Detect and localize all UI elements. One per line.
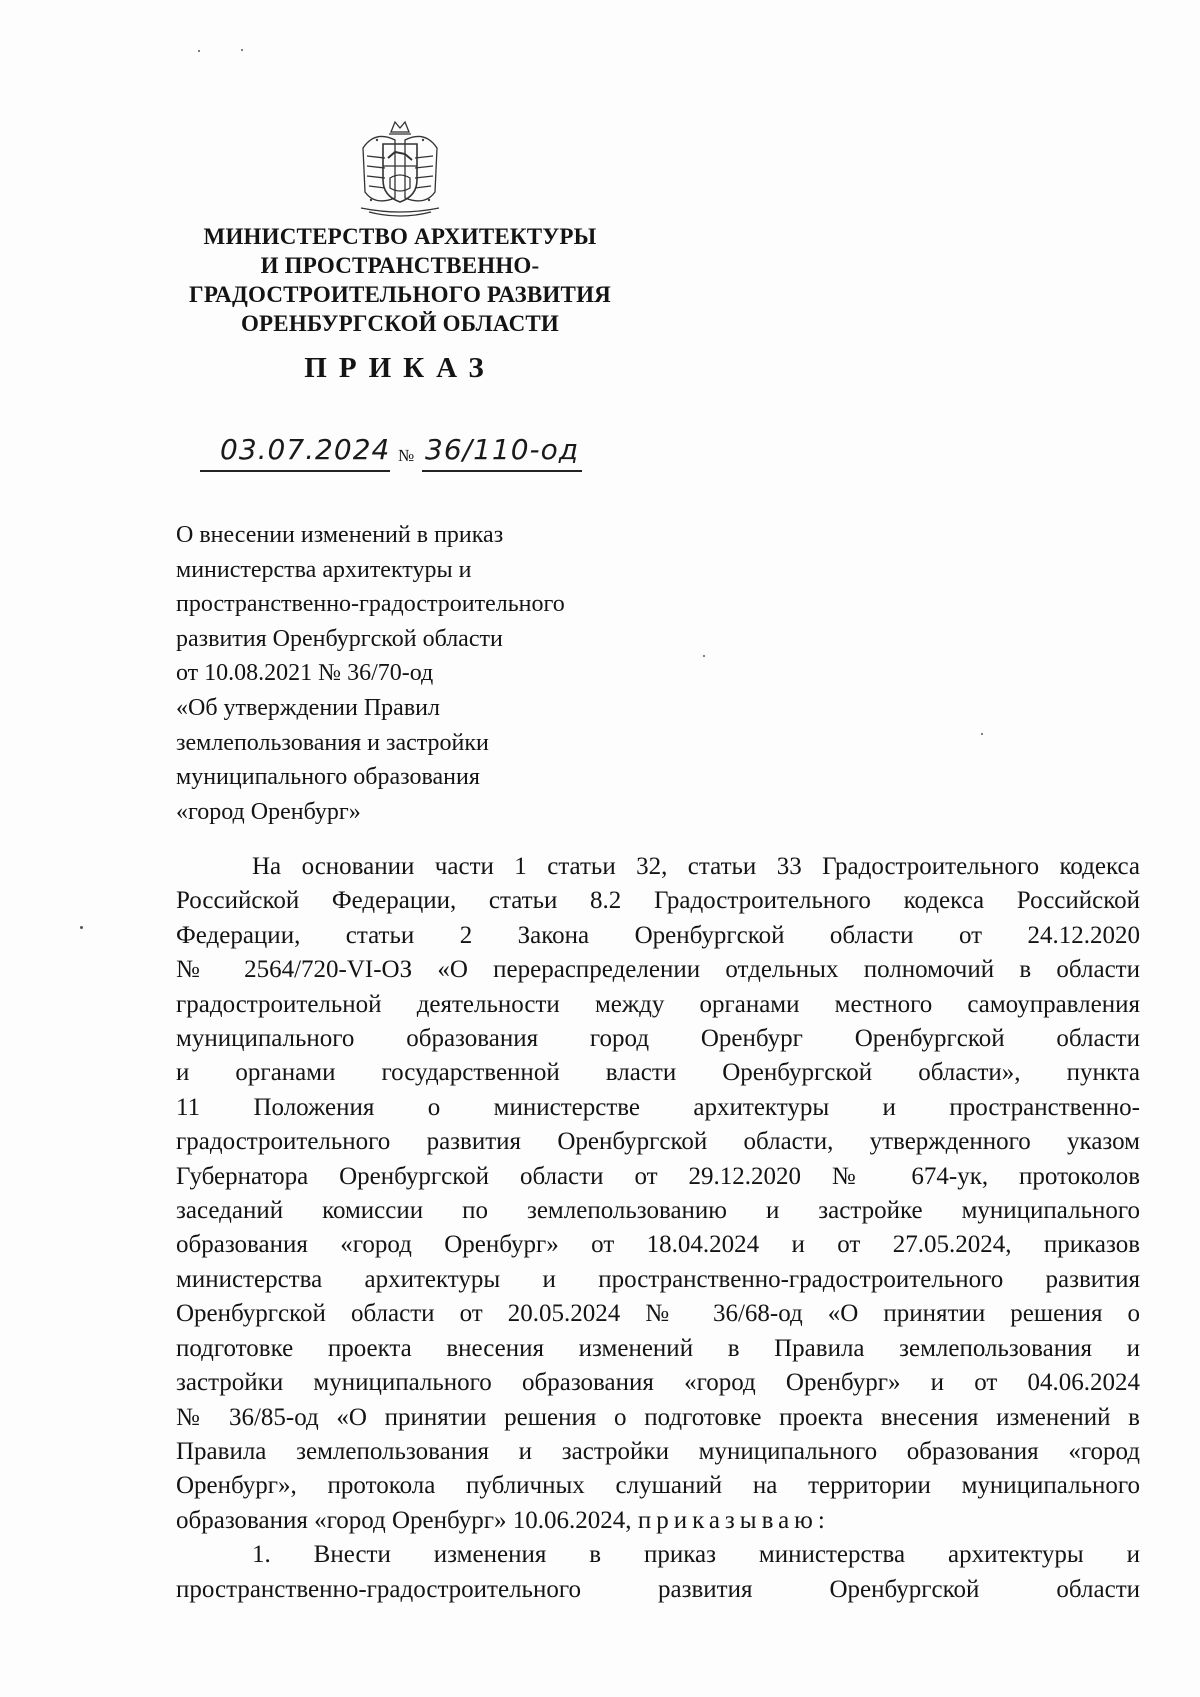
body-line: Правила землепользования и застройки муниципального образования «город: [176, 1437, 1140, 1465]
final-line-prefix: образования «город Оренбург» 10.06.2024,: [176, 1506, 632, 1534]
body-line: заседаний комиссии по землепользованию и застройке муниципального: [176, 1197, 1140, 1225]
number-sign: №: [398, 446, 415, 465]
ministry-line: ГРАДОСТРОИТЕЛЬНОГО РАЗВИТИЯ: [189, 282, 611, 307]
ministry-name: [150, 222, 650, 338]
subject-line: О внесении изменений в приказ: [176, 522, 504, 548]
item-1-line: пространственно-градостроительного развития Оренбургской области: [176, 1575, 1140, 1603]
body-line: Российской Федерации, статьи 8.2 Градостроительного кодекса Российской: [176, 887, 1140, 915]
order-date: 03.07.2024: [220, 433, 391, 466]
body-line: Федерации, статьи 2 Закона Оренбургской области от 24.12.2020: [176, 921, 1140, 949]
body-line: На основании части 1 статьи 32, статьи 33 Градостроительного кодекса: [252, 853, 1140, 880]
coat-of-arms-emblem: [355, 118, 445, 220]
body-line: и органами государственной власти Оренбургской области», пункта: [176, 1059, 1140, 1087]
subject-line: «город Оренбург»: [176, 798, 361, 825]
body-line: муниципального образования город Оренбург Оренбургской области: [176, 1025, 1140, 1053]
ministry-line: МИНИСТЕРСТВО АРХИТЕКТУРЫ: [203, 224, 597, 249]
subject-line: «Об утверждении Правил: [176, 694, 440, 721]
scan-speck: [198, 50, 200, 52]
order-number: 36/110-од: [425, 433, 580, 466]
item-1-line: 1. Внести изменения в приказ министерства архитектуры и: [252, 1541, 1140, 1569]
order-verb: приказываю:: [637, 1506, 830, 1534]
body-line: градостроительного развития Оренбургской области, утвержденного указом: [176, 1128, 1140, 1156]
body-line: министерства архитектуры и пространственно-градостроительного развития: [176, 1265, 1140, 1293]
scan-speck: [241, 49, 243, 51]
body-line-final: [176, 1504, 1140, 1538]
ministry-line: ОРЕНБУРГСКОЙ ОБЛАСТИ: [240, 311, 560, 336]
scan-speck: [80, 926, 83, 929]
body-line: Губернатора Оренбургской области от 29.12.2020 № 674-ук, протоколов: [176, 1162, 1140, 1190]
body-line: застройки муниципального образования «город Оренбург» и от 04.06.2024: [176, 1369, 1140, 1397]
subject-line: пространственно-градостроительного: [176, 591, 565, 618]
body-line: Оренбург», протокола публичных слушаний на территории муниципального: [176, 1472, 1140, 1500]
order-body: [176, 850, 1140, 1607]
body-line: образования «город Оренбург» от 18.04.2024 и от 27.05.2024, приказов: [176, 1231, 1140, 1259]
subject-line: от 10.08.2021 № 36/70-од: [176, 660, 434, 687]
order-subject: [176, 518, 656, 829]
order-title: ПРИКАЗ: [304, 352, 496, 384]
scan-speck: [703, 655, 705, 657]
body-line: подготовке проекта внесения изменений в Правила землепользования и: [176, 1334, 1140, 1362]
subject-line: министерства архитектуры и: [176, 556, 472, 583]
date-underline: [200, 470, 390, 472]
ministry-line: И ПРОСТРАНСТВЕННО-: [260, 253, 540, 278]
body-line: 11 Положения о министерстве архитектуры и пространственно-: [176, 1093, 1140, 1121]
body-line: № 2564/720-VI-ОЗ «О перераспределении отдельных полномочий в области: [176, 956, 1140, 984]
subject-line: муниципального образования: [176, 764, 480, 791]
body-line: градостроительной деятельности между органами местного самоуправления: [176, 990, 1140, 1018]
document-reference: [200, 428, 620, 480]
body-line: № 36/85-од «О принятии решения о подготовке проекта внесения изменений в: [176, 1403, 1140, 1431]
subject-line: развития Оренбургской области: [176, 625, 503, 652]
subject-line: землепользования и застройки: [176, 729, 489, 756]
scan-speck: [981, 733, 983, 735]
body-line: Оренбургской области от 20.05.2024 № 36/68-од «О принятии решения о: [176, 1300, 1140, 1328]
number-underline: [422, 470, 582, 472]
